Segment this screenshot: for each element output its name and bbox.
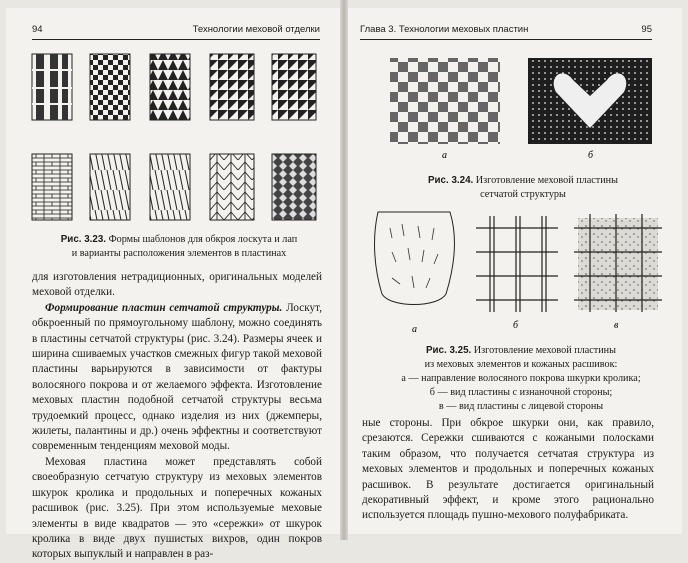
figure-label: Рис. 3.23. (60, 234, 107, 245)
figure-3-24-mesh-plate (368, 52, 668, 172)
template-row-2 (32, 154, 316, 220)
sub-label-c: в (614, 320, 619, 331)
section-title: Формирование пластин сетчатой структуры. (45, 301, 283, 314)
template-row-1 (32, 54, 316, 120)
running-head: Технологии меховой отделки (192, 24, 320, 35)
right-page (348, 8, 682, 534)
sub-label-a: а (442, 150, 447, 161)
caption-line: сетчатой структуры (480, 189, 566, 200)
header-rule (360, 39, 652, 40)
figure-3-25b-back-side (476, 216, 558, 312)
figure-3-25a-rabbit-skin (375, 212, 455, 335)
caption-line: Формы шаблонов для обкроя лоскута и лап (108, 234, 298, 245)
caption-line: Изготовление меховой пластины (473, 345, 616, 356)
paragraph (32, 301, 322, 455)
page-number: 94 (32, 24, 43, 35)
figure-3-25-mesh-construction (368, 208, 668, 340)
figure-3-23-templates (28, 50, 332, 232)
running-head: Глава 3. Технологии меховых пластин (360, 24, 529, 35)
caption-line: а — направление волосяного покрова шкурки кролика; (401, 373, 641, 384)
caption-line: в — вид пластины с лицевой стороны (438, 401, 604, 412)
sub-label-b: б (513, 320, 519, 331)
header-rule (32, 39, 320, 40)
paragraph: для изготовления нетрадиционных, оригинальных моделей меховой отделки. (32, 271, 322, 299)
caption-line: Изготовление меховой пластины (475, 175, 618, 186)
book-gutter (340, 0, 348, 540)
sub-label-a: а (412, 324, 417, 335)
left-running-header (32, 24, 320, 38)
figure-3-25c-face-side (574, 214, 662, 312)
page-number: 95 (641, 24, 652, 35)
caption-line: б — вид пластины с изнаночной стороны; (429, 387, 613, 398)
caption-line: из меховых элементов и кожаных расшивок: (424, 359, 618, 370)
paragraph: Меховая пластина может представлять собой своеобразную сетчатую структуру из меховых элементов шкурок кролика и продольных и поперечных кожаных расшивок (рис. 3.25). При этом используемые меховые элементы в виде квадратов — это «сережки» от шкурок кролика в виде двух пушистых вихров, один покров которых выпуклый и направлен в раз- (32, 455, 322, 561)
left-page (6, 8, 340, 561)
right-body-text (362, 416, 654, 524)
figure-3-23-caption (24, 233, 334, 261)
sub-label-b: б (588, 150, 594, 161)
figure-label: Рис. 3.24. (428, 175, 474, 186)
figure-3-25-caption (362, 344, 680, 414)
figure-3-24a-image (390, 58, 500, 144)
right-running-header (360, 24, 652, 38)
paragraph-text: Лоскут, обкроенный по прямоугольному шаблону, можно соединять в пластины сетчатой структуры (рис. 3.24). Размеры ячеек и ширина сшиваемых участков смежных фигур такой меховой пластины варьируются в зависимости от фактуры волосяного покрова и от желаемого эффекта. Изготовление меховых пластин подобной сетчатой структуры весьма трудоемкий процесс, однако изделия из них (джемперы, жилеты, палантины и др.) очень эффектны и соответствуют современным тенденциям меховой моды. (32, 301, 322, 453)
figure-3-24-caption (388, 174, 658, 202)
left-body-text (32, 270, 322, 563)
caption-line: и варианты расположения элементов в пластинах (71, 248, 287, 259)
paragraph: ные стороны. При обкрое шкурки они, как правило, срезаются. Сережки сшиваются с кожаными полосками таким образом, что получается сетчатая структура из меховых элементов и продольных и поперечных кожаных расшивок. В результате достигается оригинальный декоративный эффект, и кроме этого рационально используется площадь пушно-мехового полуфабриката. (362, 417, 654, 522)
figure-label: Рис. 3.25. (426, 345, 472, 356)
